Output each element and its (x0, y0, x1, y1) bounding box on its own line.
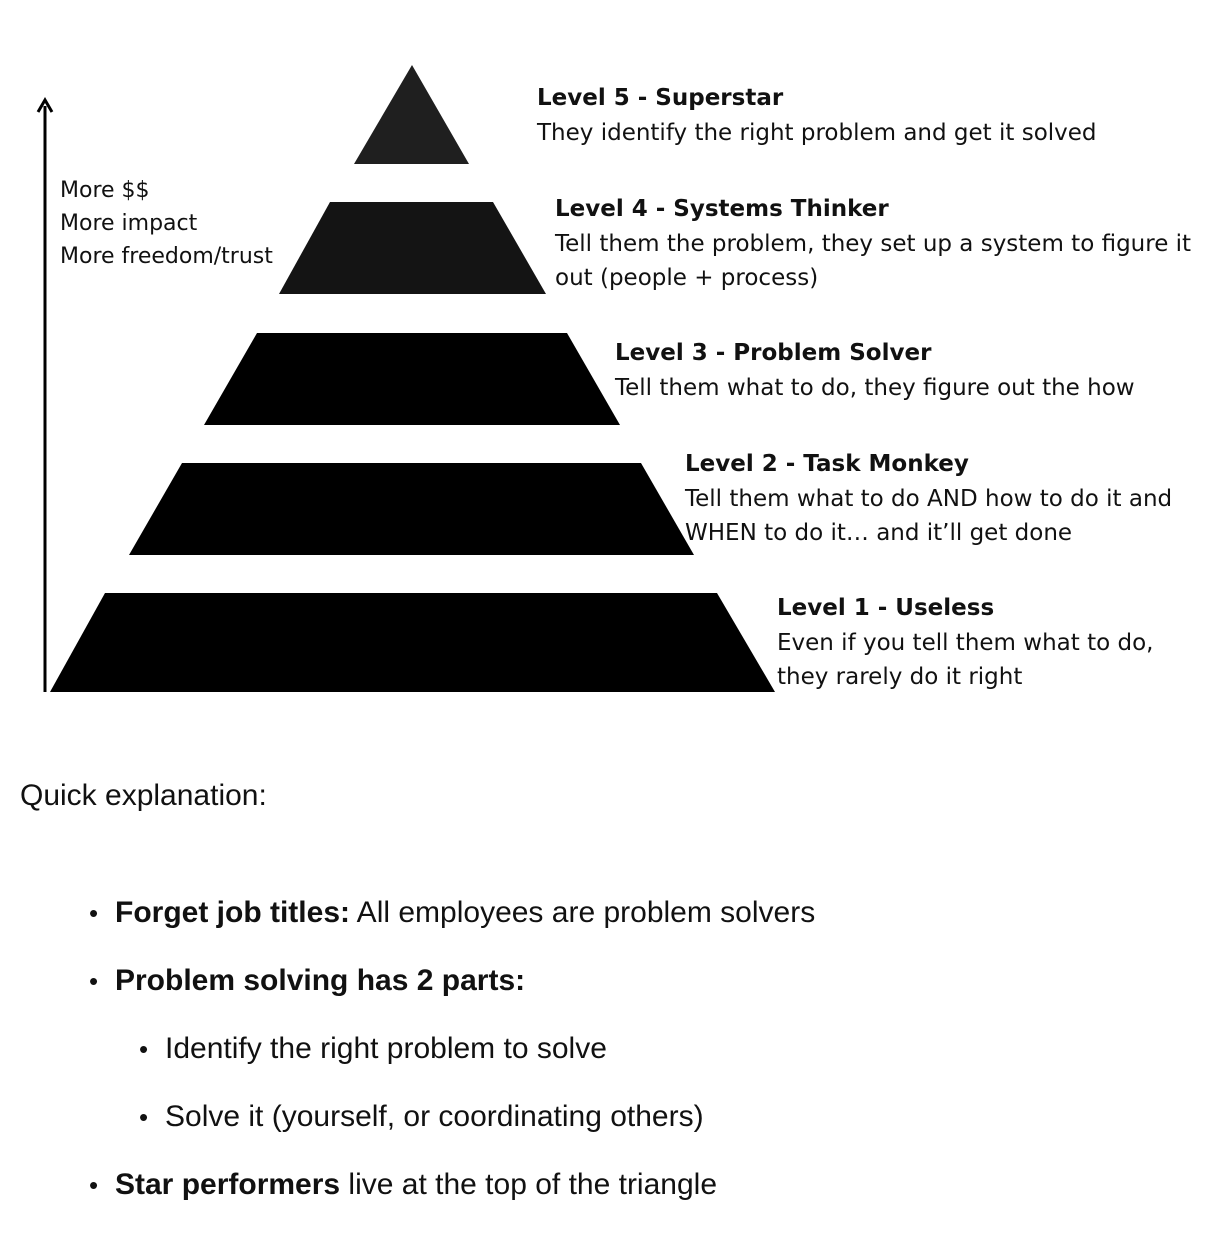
level-title: Level 4 - Systems Thinker (555, 196, 889, 222)
bullet-bold-text: Forget job titles: (115, 896, 350, 929)
tier-level-2 (129, 463, 694, 555)
bullet-text: Identify the right problem to solve (165, 1032, 607, 1065)
level-description: Tell them what to do, they figure out the how (615, 374, 1135, 401)
sub-bullet-identify-problem (165, 1031, 607, 1067)
bullet-text: live at the top of the triangle (340, 1168, 717, 1201)
side-note-line-money: More $$ (60, 178, 150, 203)
bullet-bold-text: Problem solving has 2 parts: (115, 964, 526, 997)
bullet-text: Solve it (yourself, or coordinating others) (165, 1100, 704, 1133)
side-note (60, 174, 273, 273)
level-4-label (555, 192, 1205, 296)
level-title: Level 5 - Superstar (537, 85, 784, 111)
bullet-problem-solving-parts (115, 963, 525, 999)
level-title: Level 3 - Problem Solver (615, 340, 932, 366)
level-title: Level 2 - Task Monkey (685, 451, 969, 477)
level-5-label (537, 81, 1197, 150)
level-description: Tell them the problem, they set up a system to figure it out (people + process) (555, 230, 1192, 291)
explanation-heading: Quick explanation: (20, 779, 267, 812)
level-description: Tell them what to do AND how to do it and WHEN to do it… and it’ll get done (685, 485, 1173, 546)
level-description: Even if you tell them what to do, they rarely do it right (777, 629, 1154, 690)
tier-level-3 (204, 333, 620, 425)
bullet-text: All employees are problem solvers (350, 896, 816, 929)
tier-level-1 (50, 593, 775, 692)
level-3-label (615, 336, 1205, 405)
level-2-label (685, 447, 1210, 551)
sub-bullet-solve-it (165, 1099, 704, 1135)
side-note-line-freedom: More freedom/trust (60, 244, 273, 269)
bullet-bold-text: Star performers (115, 1168, 341, 1201)
bullet-star-performers (115, 1167, 717, 1203)
level-description: They identify the right problem and get it solved (537, 119, 1097, 146)
tier-level-4 (279, 202, 546, 294)
side-note-line-impact: More impact (60, 211, 198, 236)
tier-level-5 (354, 65, 469, 164)
bullet-forget-job-titles (115, 895, 815, 931)
level-title: Level 1 - Useless (777, 595, 995, 621)
level-1-label (777, 591, 1197, 695)
